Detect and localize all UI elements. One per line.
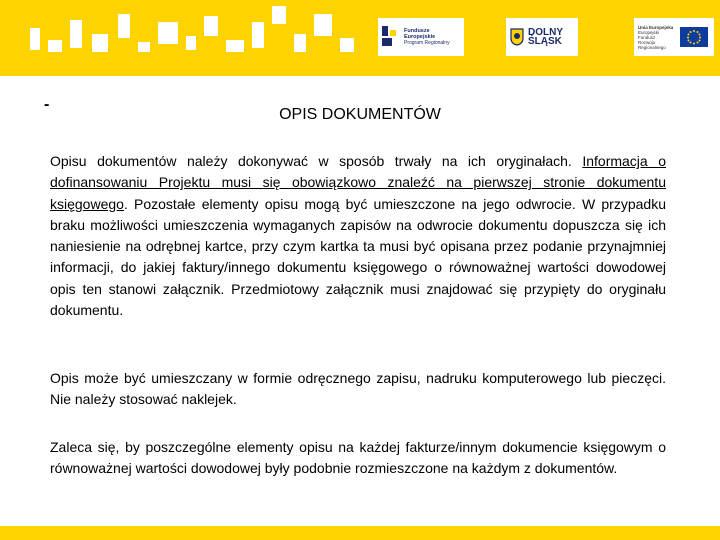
paragraph-3: Zaleca się, by poszczególne elementy opisu na każdej fakturze/innym dokumencie księgowym o równoważnej wartości dowodowej były podobnie rozmieszczone na każdym z dokumentów.: [50, 439, 666, 477]
paragraph-1-intro: Opisu dokumentów należy dokonywać w sposób trwały na ich oryginałach.: [50, 153, 572, 169]
dolny-slask-logo: [506, 18, 578, 56]
paragraph-1-underlined: Informacja o dofinansowaniu Projektu musi się obowiązkowo znaleźć na pierwszej stronie dokumentu księgowego: [50, 153, 666, 212]
decorative-squares: [0, 0, 380, 76]
unia-line2: Europejski Fundusz: [638, 29, 660, 40]
unia-line1: Unia Europejska: [638, 24, 674, 30]
fundusze-logo-icon: [382, 26, 400, 48]
dolny-slask-line1: DOLNY: [528, 27, 563, 38]
dolny-slask-line2: ŚLĄSK: [528, 36, 562, 47]
fundusze-europejskie-logo: [378, 18, 464, 56]
page-title: OPIS DOKUMENTÓW: [279, 106, 441, 123]
eu-flag-icon: [680, 27, 708, 47]
paragraph-1: [50, 151, 666, 321]
coat-of-arms-icon: [510, 28, 524, 46]
paragraph-1-rest: . Pozostałe elementy opisu mogą być umieszczone na jego odwrocie. W przypadku braku możliwości umieszczenia wymaganych zapisów na odwrocie dokumentu dopuszcza się ich naniesienie na odrębnej kartce, przy czym kartka ta musi być opisana przez podanie przynajmniej informacji, do jakiej faktury/innego dokumentu księgowego o równoważnej wartości dowodowej opis ten stanowi załącznik. Przedmiotowy załącznik musi znajdować się przypięty do oryginału dokumentu.: [50, 195, 666, 319]
footer-band: [0, 526, 720, 540]
paragraph-2: Opis może być umieszczany w formie odręcznego zapisu, nadruku komputerowego lub pieczęci. Nie należy stosować naklejek.: [50, 370, 666, 408]
fundusze-line1: Fundusze: [404, 28, 430, 34]
fundusze-line2: Europejskie: [404, 34, 436, 40]
fundusze-line3: Program Regionalny: [404, 40, 450, 46]
bullet-dash: -: [44, 96, 50, 113]
unia-line3: Rozwoju Regionalnego: [638, 39, 666, 50]
header-band: [0, 0, 720, 76]
unia-europejska-logo: [634, 18, 714, 56]
